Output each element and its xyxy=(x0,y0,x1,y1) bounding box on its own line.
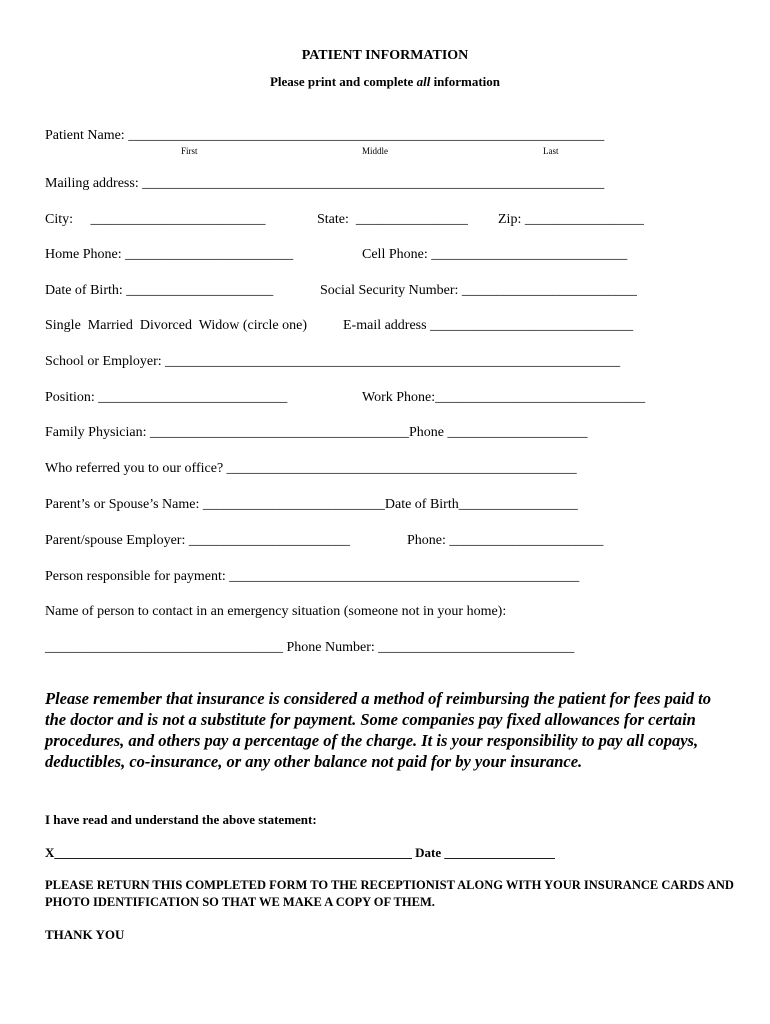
work-phone-field[interactable]: Work Phone:______________________________ xyxy=(362,390,646,405)
signature-date-line[interactable]: X_______________________________________________________ Date _________________ xyxy=(45,845,555,860)
referred-by-field[interactable]: Who referred you to our office? __________________________________________________ xyxy=(45,461,577,476)
name-first-caption: First xyxy=(181,146,198,156)
parent-employer-field[interactable]: Parent/spouse Employer: _______________________ xyxy=(45,533,350,548)
school-employer-field[interactable]: School or Employer: _________________________________________________________________ xyxy=(45,354,621,369)
subtitle-pre: Please print and complete xyxy=(269,74,417,89)
home-phone-field[interactable]: Home Phone: ________________________ xyxy=(45,247,294,262)
form-subtitle xyxy=(0,74,770,90)
thank-you: THANK YOU xyxy=(45,927,125,942)
cell-phone-field[interactable]: Cell Phone: ____________________________ xyxy=(362,247,628,262)
return-instructions: PLEASE RETURN THIS COMPLETED FORM TO THE RECEPTIONIST ALONG WITH YOUR INSURANCE CARDS AND PHOTO IDENTIFICATION SO THAT WE MAKE A COPY OF THEM. xyxy=(45,878,734,909)
email-field[interactable]: E-mail address _____________________________ xyxy=(343,318,634,333)
marital-status-options[interactable]: Single Married Divorced Widow (circle one) xyxy=(45,318,307,333)
name-last-caption: Last xyxy=(543,146,559,156)
subtitle-emphasis: all xyxy=(416,74,431,89)
emergency-contact-label: Name of person to contact in an emergency situation (someone not in your home): xyxy=(45,604,507,619)
state-field[interactable]: State: ________________ xyxy=(317,212,468,227)
parent-phone-field[interactable]: Phone: ______________________ xyxy=(407,533,604,548)
insurance-notice: Please remember that insurance is considered a method of reimbursing the patient for fees paid to the doctor and is not a substitute for payment. Some companies pay fixed allowances for certain procedures, and others pay a percentage of the charge. It is your responsibility to pay all copays, deductibles, co-insurance, or any other balance not paid for by your insurance. xyxy=(45,689,711,771)
family-physician-field[interactable]: Family Physician: _____________________________________Phone ____________________ xyxy=(45,425,588,440)
name-middle-caption: Middle xyxy=(362,146,388,156)
patient-name-field[interactable]: Patient Name: ____________________________________________________________________ xyxy=(45,128,605,143)
date-of-birth-field[interactable]: Date of Birth: _____________________ xyxy=(45,283,274,298)
responsible-payment-field[interactable]: Person responsible for payment: __________________________________________________ xyxy=(45,569,580,584)
form-title: PATIENT INFORMATION xyxy=(301,48,469,63)
position-field[interactable]: Position: ___________________________ xyxy=(45,390,288,405)
ssn-field[interactable]: Social Security Number: _________________________ xyxy=(320,283,637,298)
mailing-address-field[interactable]: Mailing address: __________________________________________________________________ xyxy=(45,176,605,191)
emergency-contact-line[interactable]: __________________________________ Phone Number: ____________________________ xyxy=(45,640,575,655)
subtitle-post: information xyxy=(430,74,501,89)
city-field[interactable]: City: _________________________ xyxy=(45,212,266,227)
parent-spouse-name-field[interactable]: Parent’s or Spouse’s Name: __________________________Date of Birth_________________ xyxy=(45,497,578,512)
acknowledge-statement: I have read and understand the above statement: xyxy=(45,812,317,827)
zip-field[interactable]: Zip: _________________ xyxy=(498,212,644,227)
